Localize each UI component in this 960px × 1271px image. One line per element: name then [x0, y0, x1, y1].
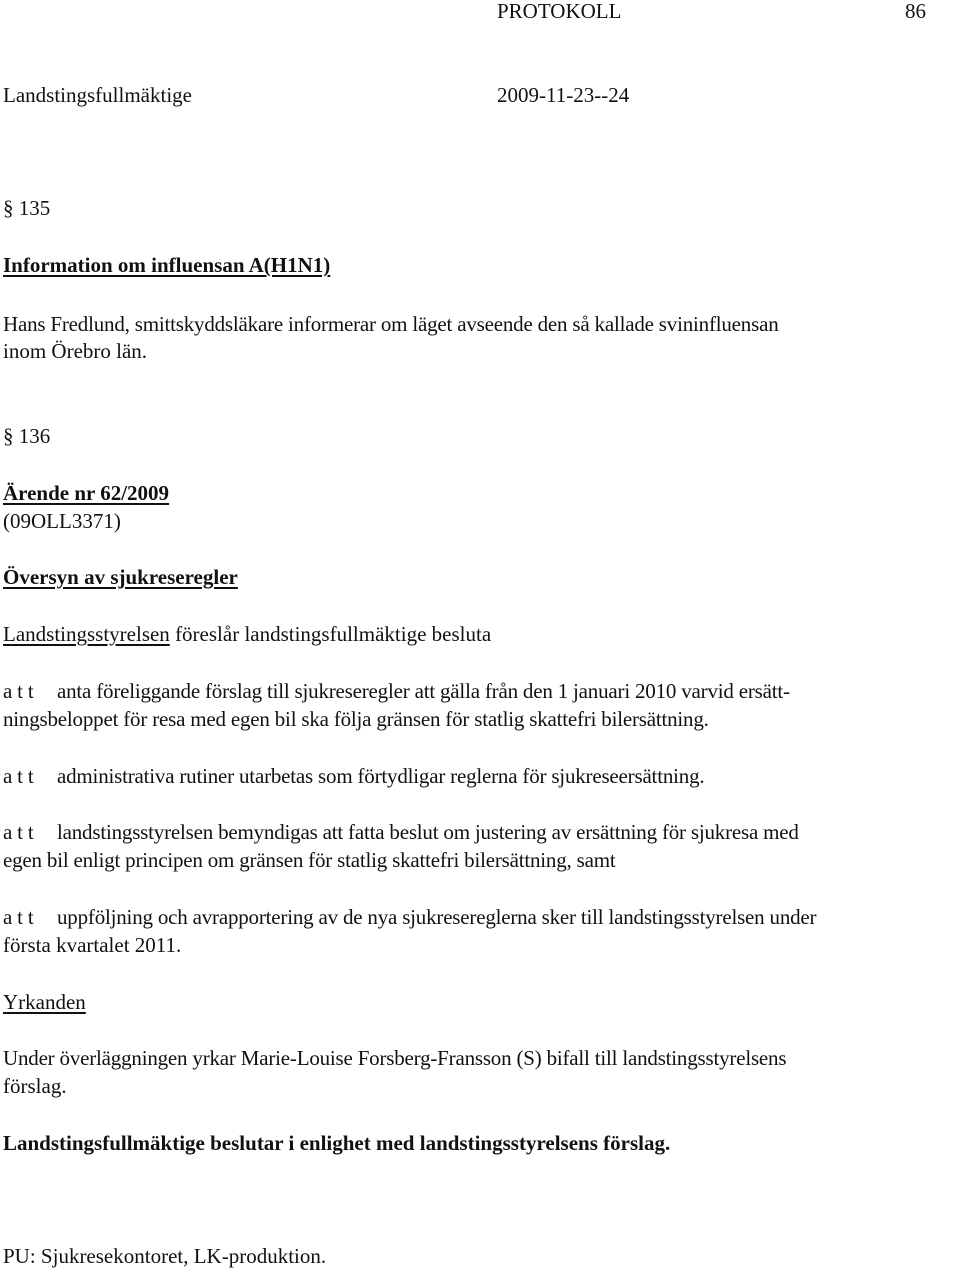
claims-text-line2: förslag. [3, 1074, 67, 1098]
case-reference: (09OLL3371) [3, 509, 121, 533]
att-item-1-line2: ningsbeloppet för resa med egen bil ska följa gränsen för statlig skattefri bilersättning. [3, 707, 709, 731]
att-item-3-text: landstingsstyrelsen bemyndigas att fatta beslut om justering av ersättning för sjukresa med [57, 820, 799, 844]
header-body-name: Landstingsfullmäktige [3, 83, 192, 107]
claims-text-line1: Under överläggningen yrkar Marie-Louise Forsberg-Fransson (S) bifall till landstingsstyrelsens [3, 1046, 787, 1070]
header-page-number: 86 [905, 0, 926, 23]
att-item-1-text: anta föreliggande förslag till sjukreseregler att gälla från den 1 januari 2010 varvid ersätt- [57, 679, 790, 703]
section-135-title: Information om influensan A(H1N1) [3, 253, 331, 277]
att-item-1-line1 [3, 677, 790, 705]
section-number-135: § 135 [3, 196, 51, 220]
decision-text: Landstingsfullmäktige beslutar i enlighet med landstingsstyrelsens förslag. [3, 1131, 671, 1155]
att-label: a t t [3, 764, 34, 788]
proposal-text: föreslår landstingsfullmäktige besluta [169, 622, 492, 646]
att-item-4-text: uppföljning och avrapportering av de nya sjukresereglerna sker till landstingsstyrelsen under [57, 905, 817, 929]
att-label: a t t [3, 905, 34, 929]
section-136-title: Översyn av sjukreseregler [3, 565, 238, 589]
section-135-text-line1: Hans Fredlund, smittskyddsläkare informerar om läget avseende den så kallade svininfluensan [3, 312, 779, 336]
proposer-name: Landstingsstyrelsen [3, 622, 170, 646]
section-number-136: § 136 [3, 424, 51, 448]
proposal-line [3, 620, 491, 648]
att-label: a t t [3, 679, 34, 703]
header-protocol-label: PROTOKOLL [497, 0, 622, 23]
header-date: 2009-11-23--24 [497, 83, 630, 107]
att-item-4-line2: första kvartalet 2011. [3, 933, 182, 957]
att-label: a t t [3, 820, 34, 844]
distribution-line: PU: Sjukresekontoret, LK-produktion. [3, 1244, 327, 1268]
att-item-4-line1 [3, 903, 816, 931]
att-item-2 [3, 762, 704, 790]
att-item-2-text: administrativa rutiner utarbetas som förtydligar reglerna för sjukreseersättning. [57, 764, 705, 788]
claims-heading: Yrkanden [3, 990, 86, 1014]
case-number: Ärende nr 62/2009 [3, 481, 170, 505]
att-item-3-line1 [3, 818, 799, 846]
section-135-text-line2: inom Örebro län. [3, 339, 148, 363]
att-item-3-line2: egen bil enligt principen om gränsen för statlig skattefri bilersättning, samt [3, 848, 616, 872]
